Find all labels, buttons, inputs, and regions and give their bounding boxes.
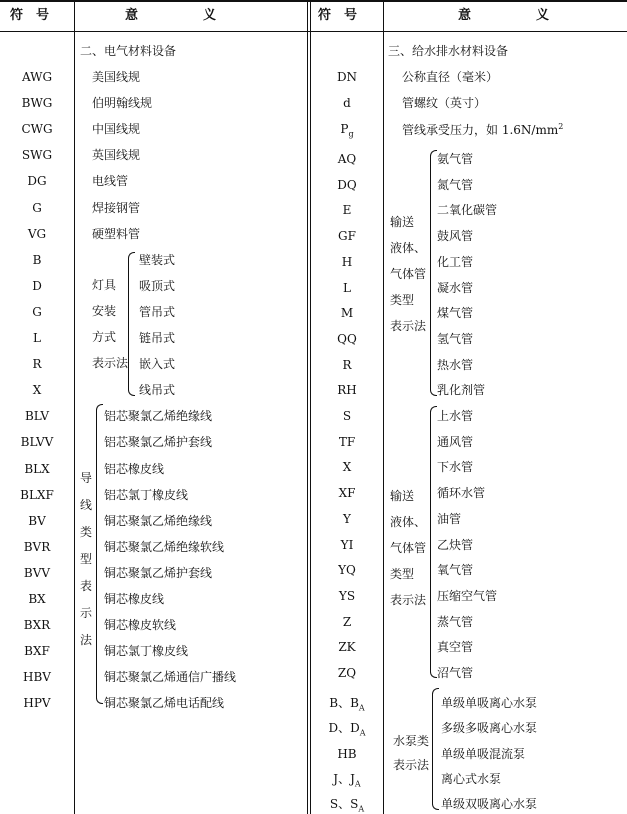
symbol-code: DG xyxy=(27,174,47,189)
symbol-meaning: 铜芯聚氯乙烯绝缘软线 xyxy=(104,539,225,554)
symbol-code: R xyxy=(32,357,42,372)
symbol-code xyxy=(311,697,383,712)
symbol-code: D xyxy=(32,278,42,293)
symbol-code xyxy=(311,798,383,813)
wire-group-char: 示 xyxy=(80,606,93,620)
symbol-meaning: 煤气管 xyxy=(437,306,474,321)
symbol-code-main: DN xyxy=(336,70,358,84)
symbol-meaning: 鼓风管 xyxy=(437,229,474,244)
symbol-meaning: 铝芯氯丁橡皮线 xyxy=(104,487,189,502)
symbol-code: TF xyxy=(338,434,356,449)
symbol-code: R xyxy=(342,357,352,372)
symbol-code: BVV xyxy=(23,565,51,580)
symbol-meaning: 下水管 xyxy=(437,460,474,475)
left-symbol-column-divider xyxy=(74,0,75,814)
symbol-code: L xyxy=(33,331,41,345)
symbol-meaning: 单级单吸离心水泵 xyxy=(441,696,538,710)
symbol-code: BXF xyxy=(24,644,50,659)
right-symbol-column-divider xyxy=(383,0,384,814)
symbol-meaning: 嵌入式 xyxy=(139,357,176,372)
gas-group-line: 类型 xyxy=(390,293,415,307)
symbol-code: HPV xyxy=(23,696,51,711)
symbol-code: B xyxy=(32,252,42,267)
symbol-code: S xyxy=(342,409,352,423)
symbol-code-subscript: A xyxy=(358,804,365,814)
symbol-meaning: 铝芯聚氯乙烯护套线 xyxy=(104,435,213,450)
symbol-meaning: 乳化剂管 xyxy=(437,383,486,398)
wire-group-char: 型 xyxy=(80,552,93,566)
symbol-code-main: P xyxy=(340,122,349,136)
symbol-code: YQ xyxy=(338,563,356,578)
symbol-code-main: B、B xyxy=(329,696,359,710)
symbol-meaning: 上水管 xyxy=(437,409,474,423)
symbol-code: YS xyxy=(338,588,356,603)
symbol-code xyxy=(311,722,383,737)
lamp-group-line: 方式 xyxy=(92,330,117,344)
symbol-code-subscript: A xyxy=(359,728,366,738)
symbol-code xyxy=(311,97,383,109)
wire-group-char: 法 xyxy=(80,633,93,647)
symbol-code: SWG xyxy=(21,148,53,163)
symbol-code: HBV xyxy=(23,670,51,685)
lamp-group-brace xyxy=(128,252,135,396)
symbol-meaning: 热水管 xyxy=(437,357,474,372)
center-double-rule-a xyxy=(307,0,308,814)
symbol-code: L xyxy=(343,280,351,295)
symbol-meaning: 乙炔管 xyxy=(437,537,474,552)
symbol-meaning: 二氧化碳管 xyxy=(437,203,498,218)
symbol-code: M xyxy=(340,306,354,321)
wire-group-brace xyxy=(96,404,103,704)
pump-group-brace xyxy=(432,688,439,810)
symbol-code: BV xyxy=(28,513,46,528)
symbol-meaning: 单级单吸混流泵 xyxy=(441,746,526,761)
symbol-meaning: 真空管 xyxy=(437,640,474,655)
lamp-group-line: 表示法 xyxy=(92,356,129,370)
symbol-code: ZQ xyxy=(337,666,357,680)
symbol-meaning: 焊接钢管 xyxy=(92,200,141,215)
symbol-code-main: d xyxy=(343,96,351,110)
symbol-code: BVR xyxy=(23,539,51,554)
symbol-code: XF xyxy=(338,486,356,501)
water-group-line: 气体管 xyxy=(390,541,427,555)
symbol-code: G xyxy=(32,200,42,215)
symbol-code: X xyxy=(32,383,42,398)
symbol-code: DQ xyxy=(337,177,357,192)
symbol-meaning: 油管 xyxy=(437,511,462,526)
symbol-meaning: 吸顶式 xyxy=(139,278,176,293)
symbol-code-subscript: g xyxy=(348,129,354,139)
symbol-code-main: HB xyxy=(337,746,357,761)
symbol-meaning: 中国线规 xyxy=(92,122,141,137)
symbol-meaning: 化工管 xyxy=(437,254,474,269)
symbol-meaning: 铝芯橡皮线 xyxy=(104,461,165,476)
symbol-code: CWG xyxy=(21,122,53,137)
gas-group-line: 液体、 xyxy=(390,241,427,255)
symbol-meaning: 氮气管 xyxy=(437,177,474,192)
pump-group-line: 表示法 xyxy=(393,758,430,772)
left-section-title: 二、电气材料设备 xyxy=(80,44,177,58)
water-group-line: 类型 xyxy=(390,567,415,581)
water-group-line: 液体、 xyxy=(390,515,427,529)
wire-group-char: 导 xyxy=(80,471,93,485)
symbol-code-subscript: A xyxy=(354,779,361,789)
symbol-meaning: 铜芯氯丁橡皮线 xyxy=(104,644,189,659)
symbol-meaning: 链吊式 xyxy=(139,331,176,345)
symbol-code: Y xyxy=(343,511,351,526)
symbol-meaning: 铝芯聚氯乙烯绝缘线 xyxy=(104,409,213,424)
symbol-meaning: 压缩空气管 xyxy=(437,588,498,603)
symbol-code xyxy=(311,123,383,138)
symbol-code: QQ xyxy=(337,331,357,346)
symbol-code xyxy=(311,748,383,760)
symbol-meaning: 沼气管 xyxy=(437,666,474,680)
symbol-code: VG xyxy=(27,226,47,241)
symbol-code: AQ xyxy=(337,152,357,166)
symbol-meaning: 硬塑料管 xyxy=(92,226,141,241)
symbol-meaning: 电线管 xyxy=(92,174,129,189)
symbol-code-subscript: A xyxy=(358,703,365,713)
symbol-meaning-text: 管螺纹（英寸） xyxy=(402,96,487,110)
pump-group-line: 水泵类 xyxy=(393,734,430,748)
symbol-code: BXR xyxy=(23,618,51,633)
water-group-line: 输送 xyxy=(390,489,415,503)
symbol-meaning-text: 管线承受压力，如 1.6N/mm xyxy=(402,123,559,137)
symbol-code: BX xyxy=(28,592,46,606)
symbol-meaning xyxy=(402,97,486,109)
symbol-meaning: 铜芯橡皮软线 xyxy=(104,618,177,633)
symbol-meaning: 离心式水泵 xyxy=(441,771,502,786)
top-border xyxy=(0,0,627,2)
symbol-meaning-text: 公称直径（毫米） xyxy=(402,70,499,84)
symbol-meaning: 铜芯聚氯乙烯绝缘线 xyxy=(104,513,213,528)
symbol-code: BLVV xyxy=(20,435,54,450)
symbol-code: BLV xyxy=(24,409,50,424)
gas-group-brace xyxy=(430,150,437,396)
symbol-code: BLX xyxy=(24,461,50,476)
water-group-line: 表示法 xyxy=(390,593,427,607)
left-meaning-header: 意 义 xyxy=(125,8,217,23)
symbol-meaning: 铜芯聚氯乙烯通信广播线 xyxy=(104,670,237,685)
symbol-code: RH xyxy=(337,383,357,398)
symbol-meaning: 伯明翰线规 xyxy=(92,96,153,111)
lamp-group-line: 安装 xyxy=(92,304,117,318)
wire-group-char: 线 xyxy=(80,498,93,512)
right-section-title: 三、给水排水材料设备 xyxy=(388,44,509,58)
wire-group-char: 类 xyxy=(80,525,93,539)
symbol-meaning: 通风管 xyxy=(437,434,474,449)
right-meaning-header: 意 义 xyxy=(458,8,550,23)
gas-group-line: 气体管 xyxy=(390,267,427,281)
symbol-code: E xyxy=(342,203,352,218)
symbol-code-main: S、S xyxy=(329,797,359,812)
symbol-meaning: 蒸气管 xyxy=(437,614,474,629)
symbol-code: X xyxy=(342,460,352,475)
symbol-code: BWG xyxy=(21,96,53,111)
gas-group-line: 表示法 xyxy=(390,319,427,333)
symbol-meaning: 壁装式 xyxy=(139,252,176,267)
symbol-code: H xyxy=(341,254,353,269)
symbol-meaning: 英国线规 xyxy=(92,148,141,163)
symbol-meaning: 氧气管 xyxy=(437,563,474,578)
unit-superscript: 2 xyxy=(558,122,564,131)
symbol-code-main: D、D xyxy=(328,721,360,736)
wire-group-char: 表 xyxy=(80,579,93,593)
symbol-code: BLXF xyxy=(20,487,54,502)
symbol-meaning: 铜芯聚氯乙烯电话配线 xyxy=(104,696,225,711)
header-divider xyxy=(0,31,627,32)
symbol-meaning xyxy=(402,71,498,83)
symbol-code: AWG xyxy=(21,70,53,84)
symbol-meaning: 铜芯橡皮线 xyxy=(104,592,165,606)
symbol-code-main: J、J xyxy=(333,771,355,786)
symbol-meaning: 美国线规 xyxy=(92,70,141,84)
symbol-code xyxy=(311,773,383,788)
symbol-meaning xyxy=(402,123,563,136)
symbol-meaning: 线吊式 xyxy=(139,383,176,398)
symbol-meaning: 凝水管 xyxy=(437,280,474,295)
symbol-meaning: 多级多吸离心水泵 xyxy=(441,721,538,736)
symbol-meaning: 氢气管 xyxy=(437,331,474,346)
left-symbol-header: 符 号 xyxy=(10,8,50,23)
water-group-brace xyxy=(430,406,437,678)
symbol-meaning: 氨气管 xyxy=(437,152,474,166)
right-symbol-header: 符 号 xyxy=(318,8,358,23)
symbol-meaning: 管吊式 xyxy=(139,304,176,319)
symbol-meaning: 循环水管 xyxy=(437,486,486,501)
symbol-meaning: 铜芯聚氯乙烯护套线 xyxy=(104,565,213,580)
lamp-group-line: 灯具 xyxy=(92,278,117,292)
symbol-code: G xyxy=(32,304,42,319)
symbol-code: YI xyxy=(340,537,354,552)
symbol-code: Z xyxy=(342,614,352,629)
symbol-meaning: 单级双吸离心水泵 xyxy=(441,797,538,812)
symbol-code: ZK xyxy=(338,640,356,655)
gas-group-line: 输送 xyxy=(390,215,415,229)
symbol-code xyxy=(311,71,383,83)
symbol-code: GF xyxy=(338,229,356,244)
